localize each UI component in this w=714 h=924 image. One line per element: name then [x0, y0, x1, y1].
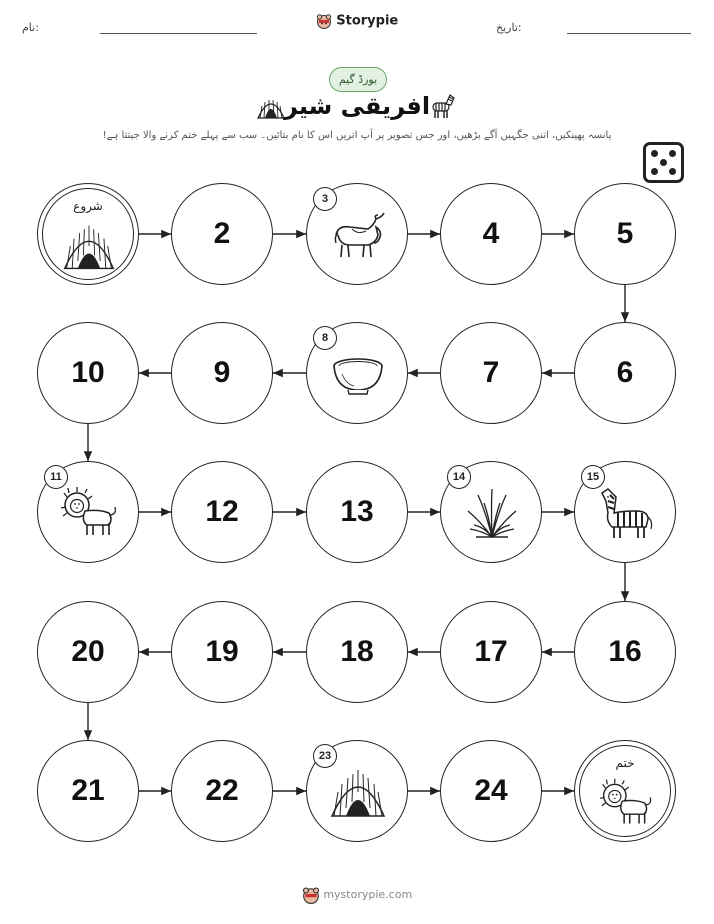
space-number-badge: 8 [313, 326, 337, 350]
space-number: 4 [482, 217, 500, 250]
space-number: 13 [340, 495, 374, 528]
space-number-badge: 14 [447, 465, 471, 489]
board-space-10[interactable] [37, 322, 139, 424]
board-space-18[interactable] [306, 601, 408, 703]
board-space-4[interactable] [440, 183, 542, 285]
board-space-5[interactable] [574, 183, 676, 285]
footer-url: mystorypie.com [323, 888, 413, 901]
board-space-6[interactable] [574, 322, 676, 424]
space-number: 22 [205, 774, 239, 807]
space-number: 6 [616, 356, 634, 389]
bowl-icon [328, 344, 388, 404]
finish-label: ختم [615, 756, 635, 770]
lion-icon [59, 483, 119, 543]
den-icon [328, 762, 388, 822]
space-number-badge: 15 [581, 465, 605, 489]
space-number: 19 [205, 635, 239, 668]
name-label: نام: [22, 21, 39, 34]
board-space-19[interactable] [171, 601, 273, 703]
board-space-23[interactable] [306, 740, 408, 842]
grass-icon [462, 483, 522, 543]
space-number: 7 [482, 356, 500, 389]
board-space-9[interactable] [171, 322, 273, 424]
lion-icon [598, 775, 654, 827]
brand-name: Storypie [336, 13, 399, 29]
finish-space[interactable] [574, 740, 676, 842]
footer [0, 886, 714, 904]
page-title: افریقی شیر [283, 92, 431, 120]
board-space-24[interactable] [440, 740, 542, 842]
space-number: 12 [205, 495, 239, 528]
board-space-16[interactable] [574, 601, 676, 703]
date-label: تاریخ: [496, 21, 522, 34]
board-space-22[interactable] [171, 740, 273, 842]
zebra-icon [596, 483, 656, 543]
space-number: 10 [71, 356, 105, 389]
space-number: 18 [340, 635, 374, 668]
space-number-badge: 11 [44, 465, 68, 489]
board-space-21[interactable] [37, 740, 139, 842]
space-number: 20 [71, 635, 105, 668]
board-space-20[interactable] [37, 601, 139, 703]
space-number: 9 [213, 356, 231, 389]
board-space-8[interactable] [306, 322, 408, 424]
den-icon [61, 218, 117, 270]
space-number: 16 [608, 635, 642, 668]
board-space-2[interactable] [171, 183, 273, 285]
board-space-7[interactable] [440, 322, 542, 424]
instructions-text: پانسہ پھینکیں، اتنی جگہیں آگے بڑھیں، اور جس تصویر پر آپ اتریں اس کا نام بتائیں۔ سب سے پہلے ختم کرنے والا جیتتا ہے! [102, 130, 612, 141]
wildebeest-icon [328, 205, 388, 265]
space-number: 21 [71, 774, 105, 807]
space-number: 17 [474, 635, 508, 668]
board-space-15[interactable] [574, 461, 676, 563]
space-number: 24 [474, 774, 508, 807]
board-space-3[interactable] [306, 183, 408, 285]
storypie-logo-icon [302, 886, 320, 904]
board-space-17[interactable] [440, 601, 542, 703]
start-label: شروع [73, 199, 103, 213]
space-number-badge: 23 [313, 744, 337, 768]
board-space-13[interactable] [306, 461, 408, 563]
board-space-12[interactable] [171, 461, 273, 563]
space-number-badge: 3 [313, 187, 337, 211]
board-space-14[interactable] [440, 461, 542, 563]
category-badge: بورڈ گیم [329, 67, 387, 92]
space-number: 2 [213, 217, 231, 250]
board-space-11[interactable] [37, 461, 139, 563]
start-space[interactable] [37, 183, 139, 285]
space-number: 5 [616, 217, 634, 250]
